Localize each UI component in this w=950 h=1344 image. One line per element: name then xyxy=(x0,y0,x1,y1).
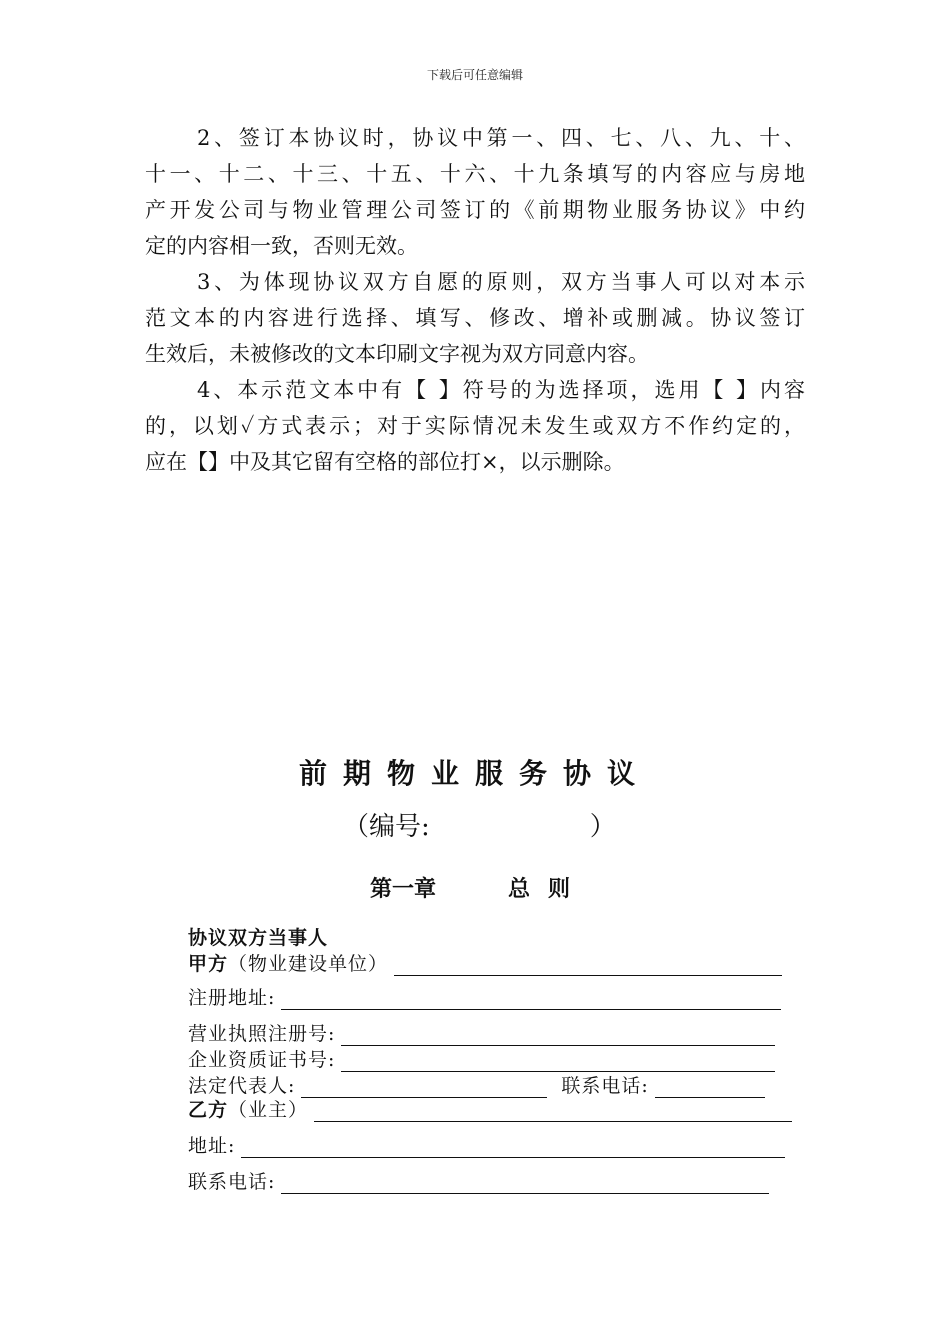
parties-heading-row xyxy=(188,924,328,950)
note-line: 2、签订本协议时，协议中第一、四、七、八、九、十、 xyxy=(197,126,805,150)
party-a-label: 甲方 xyxy=(188,953,229,975)
document-title: 前期物业服务协议 xyxy=(298,757,651,790)
address-field[interactable] xyxy=(241,1137,785,1158)
party-b-note: （业主） xyxy=(228,1099,309,1121)
party-a-field[interactable] xyxy=(394,955,782,976)
note-line: 应在【】中及其它留有空格的部位打×，以示删除。 xyxy=(145,450,625,474)
legal-rep-field[interactable] xyxy=(301,1077,547,1098)
note-line: 十一、十二、十三、十五、十六、十九条填写的内容应与房地 xyxy=(145,162,805,186)
note-line: 的，以划✓方式表示；对于实际情况未发生或双方不作约定的， xyxy=(145,414,805,438)
note-line: 3、为体现协议双方自愿的原则，双方当事人可以对本示 xyxy=(197,270,805,294)
address-row xyxy=(188,1132,785,1158)
b-phone-label: 联系电话: xyxy=(188,1171,276,1193)
legal-rep-label: 法定代表人: xyxy=(188,1075,296,1097)
party-b-row xyxy=(188,1096,792,1122)
chapter-number: 第一章 xyxy=(370,876,437,902)
note-item-3 xyxy=(145,264,805,372)
note-item-2 xyxy=(145,120,805,264)
note-item-4 xyxy=(145,372,805,480)
party-a-row xyxy=(188,950,782,976)
party-b-label: 乙方 xyxy=(188,1099,229,1121)
chapter-title: 总则 xyxy=(508,876,589,902)
b-phone-row xyxy=(188,1168,769,1194)
reg-address-label: 注册地址: xyxy=(188,987,276,1009)
license-label: 营业执照注册号: xyxy=(188,1023,336,1045)
reg-address-row xyxy=(188,984,781,1010)
note-line: 4、本示范文本中有【 】符号的为选择项，选用【 】内容 xyxy=(197,378,805,402)
number-close: ） xyxy=(589,812,616,842)
qualification-row xyxy=(188,1046,775,1072)
qualification-field[interactable] xyxy=(341,1051,775,1072)
number-open: （编号: xyxy=(343,812,430,842)
license-field[interactable] xyxy=(341,1025,775,1046)
address-label: 地址: xyxy=(188,1135,236,1157)
reg-address-field[interactable] xyxy=(281,989,781,1010)
phone-label: 联系电话: xyxy=(561,1075,649,1097)
b-phone-field[interactable] xyxy=(281,1173,769,1194)
license-row xyxy=(188,1020,775,1046)
party-a-note: （物业建设单位） xyxy=(228,953,389,975)
note-line: 范文本的内容进行选择、填写、修改、增补或删减。协议签订 xyxy=(145,306,805,330)
phone-field[interactable] xyxy=(655,1077,765,1098)
qualification-label: 企业资质证书号: xyxy=(188,1049,336,1071)
document-number xyxy=(343,806,616,843)
chapter-heading xyxy=(370,872,588,903)
note-line: 生效后，未被修改的文本印刷文字视为双方同意内容。 xyxy=(145,342,649,366)
header-note: 下载后可任意编辑 xyxy=(426,68,523,82)
parties-heading: 协议双方当事人 xyxy=(188,927,329,949)
note-line: 产开发公司与物业管理公司签订的《前期物业服务协议》中约 xyxy=(145,198,805,222)
party-b-field[interactable] xyxy=(314,1101,792,1122)
note-line: 定的内容相一致，否则无效。 xyxy=(145,234,418,258)
